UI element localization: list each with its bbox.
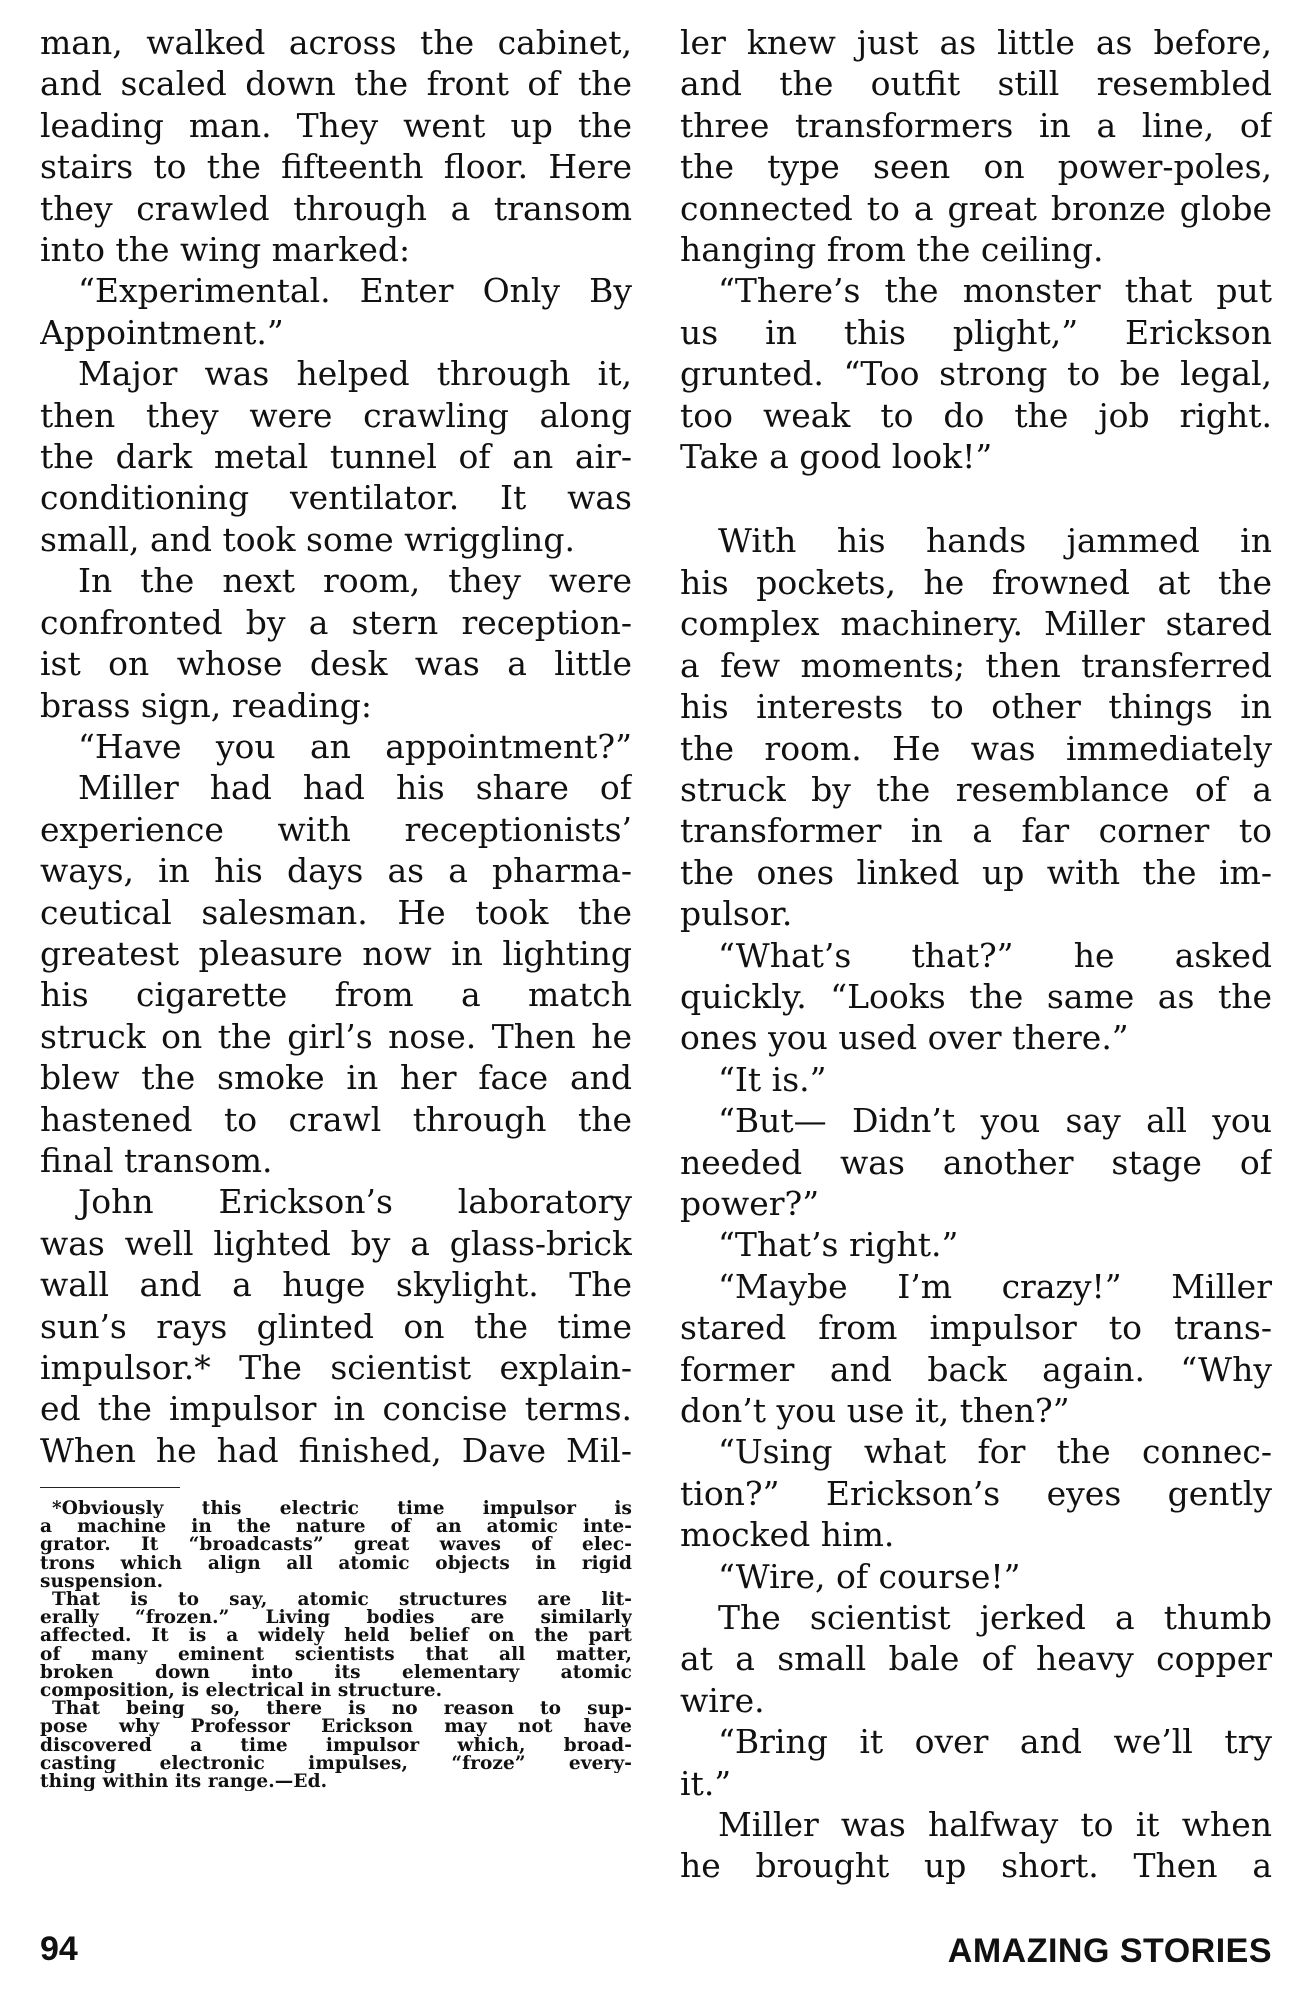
- text-line: “Wire, of course!”: [718, 1556, 1021, 1596]
- text-line: it.”: [680, 1763, 732, 1803]
- text-line: small, and took some wriggling.: [40, 519, 575, 559]
- text-line: pose why Professor Erickson may not have: [40, 1718, 632, 1737]
- text-line: his interests to other things in: [680, 687, 1272, 727]
- text-line: grunted. “Too strong to be legal,: [680, 354, 1272, 394]
- text-line: the dark metal tunnel of an air-: [40, 437, 632, 477]
- text-line: ways, in his days as a pharma-: [40, 851, 632, 891]
- right-column-bottom: [680, 520, 1272, 1886]
- text-line: don’t you use it, then?”: [680, 1391, 1070, 1430]
- text-line: pulsor.: [680, 894, 793, 934]
- text-line: of many eminent scientists that all matter,: [40, 1645, 632, 1664]
- text-line: With his hands jammed in: [718, 521, 1272, 561]
- text-line: leading man. They went up the: [40, 105, 632, 145]
- text-line: erally “frozen.” Living bodies are similarly: [40, 1609, 632, 1628]
- text-line: casting electronic impulses, “froze” every-: [40, 1754, 632, 1774]
- text-line: That is to say, atomic structures are lit-: [52, 1591, 632, 1610]
- text-line: he brought up short. Then a: [680, 1846, 1272, 1886]
- text-line: needed was another stage of: [680, 1142, 1272, 1182]
- text-line: then they were crawling along: [40, 395, 632, 435]
- text-line: ist on whose desk was a little: [40, 644, 632, 684]
- text-line: Miller was halfway to it when: [718, 1805, 1272, 1845]
- text-line: ceutical salesman. He took the: [40, 892, 632, 932]
- text-line: ones you used over there.”: [680, 1018, 1129, 1058]
- text-line: affected. It is a widely held belief on the part: [40, 1627, 632, 1646]
- text-line: tion?” Erickson’s eyes gently: [680, 1473, 1272, 1513]
- text-line: The scientist jerked a thumb: [718, 1598, 1272, 1638]
- text-line: Take a good look!”: [680, 437, 993, 477]
- text-line: “Have you an appointment?”: [78, 726, 632, 766]
- text-line: wall and a huge skylight. The: [40, 1265, 632, 1305]
- text-line: struck on the girl’s nose. Then he: [40, 1016, 632, 1056]
- magazine-name: AMAZING STORIES: [947, 1932, 1272, 1970]
- text-line: “Maybe I’m crazy!” Miller: [718, 1266, 1272, 1306]
- text-line: Major was helped through it,: [78, 354, 632, 394]
- text-line: “Using what for the connec-: [718, 1432, 1272, 1472]
- text-line: the ones linked up with the im-: [680, 852, 1272, 892]
- text-line: at a small bale of heavy copper: [680, 1639, 1272, 1679]
- text-line: was well lighted by a glass-brick: [40, 1223, 632, 1263]
- text-line: trons which align all atomic objects in rigid: [40, 1554, 632, 1573]
- right-column: [680, 22, 1272, 1887]
- text-line: “There’s the monster that put: [718, 271, 1272, 311]
- text-line: sun’s rays glinted on the time: [40, 1306, 632, 1346]
- text-line: transformer in a far corner to: [680, 811, 1272, 851]
- text-line: When he had finished, Dave Mil-: [40, 1430, 632, 1470]
- text-line: greatest pleasure now in lighting: [40, 933, 632, 973]
- text-line: broken down into its elementary atomic: [40, 1663, 632, 1683]
- text-line: hanging from the ceiling.: [680, 230, 1104, 270]
- text-line: grator. It “broadcasts” great waves of elec-: [40, 1536, 632, 1555]
- text-line: confronted by a stern reception-: [40, 602, 632, 642]
- text-line: and the outfit still resembled: [680, 64, 1272, 104]
- text-line: stared from impulsor to trans-: [680, 1308, 1272, 1348]
- text-line: Miller had had his share of: [78, 768, 632, 808]
- text-line: conditioning ventilator. It was: [40, 478, 632, 518]
- text-line: brass sign, reading:: [40, 685, 372, 725]
- text-line: the type seen on power-poles,: [680, 147, 1272, 187]
- text-line: struck by the resemblance of a: [680, 769, 1272, 809]
- text-line: ed the impulsor in concise terms.: [40, 1389, 632, 1429]
- text-line: thing within its range.—Ed.: [40, 1773, 328, 1792]
- footnote-rule: [40, 1487, 180, 1488]
- text-line: too weak to do the job right.: [680, 395, 1272, 435]
- text-line: former and back again. “Why: [680, 1349, 1272, 1389]
- text-line: “It is.”: [718, 1059, 827, 1099]
- text-line: suspension.: [40, 1572, 164, 1592]
- text-line: a machine in the nature of an atomic inte-: [40, 1518, 632, 1537]
- text-line: the room. He was immediately: [680, 728, 1272, 768]
- text-line: his pockets, he frowned at the: [680, 562, 1272, 602]
- text-line: quickly. “Looks the same as the: [680, 976, 1272, 1016]
- text-line: That being so, there is no reason to sup-: [52, 1700, 632, 1719]
- text-line: In the next room, they were: [78, 561, 632, 601]
- text-line: experience with receptionists’: [40, 809, 632, 849]
- text-line: his cigarette from a match: [40, 975, 632, 1015]
- text-line: “Experimental. Enter Only By: [78, 271, 632, 311]
- text-line: final transom.: [40, 1140, 273, 1180]
- text-line: into the wing marked:: [40, 230, 411, 270]
- text-line: and scaled down the front of the: [40, 64, 632, 104]
- text-line: blew the smoke in her face and: [40, 1058, 632, 1098]
- text-line: “What’s that?” he asked: [718, 935, 1272, 975]
- text-line: discovered a time impulsor which, broad-: [40, 1736, 632, 1755]
- text-line: a few moments; then transferred: [680, 645, 1272, 685]
- right-column-top: [680, 22, 1272, 477]
- text-line: mocked him.: [680, 1515, 895, 1555]
- section-gap: [680, 477, 1272, 520]
- text-line: they crawled through a transom: [40, 188, 632, 228]
- text-line: Appointment.”: [40, 312, 284, 352]
- text-line: “That’s right.”: [718, 1225, 959, 1265]
- text-line: “But— Didn’t you say all you: [718, 1101, 1272, 1141]
- text-line: “Bring it over and we’ll try: [718, 1722, 1272, 1762]
- text-line: power?”: [680, 1183, 820, 1223]
- text-line: composition, is electrical in structure.: [40, 1682, 443, 1701]
- text-line: us in this plight,” Erickson: [680, 312, 1272, 352]
- footnotes: [40, 1500, 632, 1791]
- text-line: connected to a great bronze globe: [680, 188, 1272, 228]
- text-line: John Erickson’s laboratory: [78, 1182, 632, 1222]
- left-column: [40, 22, 632, 1471]
- page-number: 94: [40, 1930, 78, 1968]
- text-line: hastened to crawl through the: [40, 1099, 632, 1139]
- text-line: three transformers in a line, of: [680, 105, 1272, 145]
- text-line: stairs to the fifteenth floor. Here: [40, 147, 632, 187]
- text-line: complex machinery. Miller stared: [680, 604, 1272, 644]
- text-line: man, walked across the cabinet,: [40, 23, 632, 62]
- text-line: *Obviously this electric time impulsor is: [52, 1500, 632, 1519]
- text-line: ler knew just as little as before,: [680, 23, 1272, 62]
- text-line: impulsor.* The scientist explain-: [40, 1348, 632, 1387]
- text-line: wire.: [680, 1680, 765, 1720]
